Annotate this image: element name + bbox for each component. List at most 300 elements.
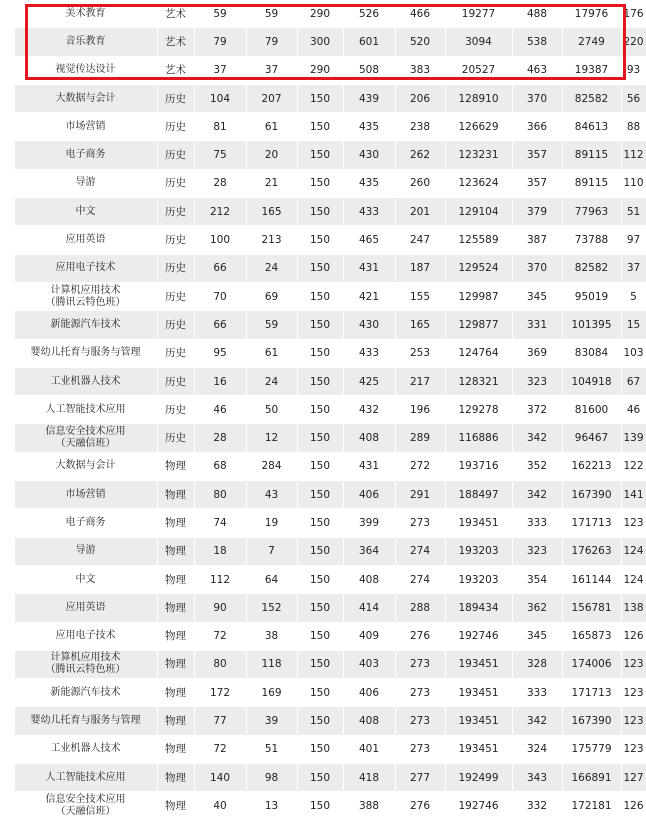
value-cell-c2: 21	[246, 169, 297, 197]
value-cell-c6: 193451	[445, 735, 512, 763]
major-name-cell	[14, 56, 157, 84]
table-row	[0, 141, 646, 169]
value-cell-c2: 43	[246, 481, 297, 509]
row-margin-cell	[0, 226, 14, 254]
row-margin-cell	[0, 254, 14, 282]
table-row	[0, 198, 646, 226]
value-cell-c8: 175779	[562, 735, 621, 763]
value-cell-c7: 357	[512, 141, 562, 169]
value-cell-c8: 176263	[562, 537, 621, 565]
value-cell-c9: 15	[621, 311, 646, 339]
major-name-cell	[14, 396, 157, 424]
major-name-cell	[14, 594, 157, 622]
value-cell-c4: 403	[343, 650, 395, 678]
value-cell-c1: 77	[194, 707, 246, 735]
value-cell-c4: 430	[343, 311, 395, 339]
value-cell-c1: 68	[194, 452, 246, 480]
value-cell-c1: 90	[194, 594, 246, 622]
table-row	[0, 565, 646, 593]
major-name-cell	[14, 622, 157, 650]
value-cell-c3: 150	[297, 113, 343, 141]
subject-cell: 物理	[157, 650, 194, 678]
value-cell-c8: 95019	[562, 282, 621, 310]
value-cell-c8: 171713	[562, 679, 621, 707]
major-name-cell	[14, 707, 157, 735]
value-cell-c3: 150	[297, 311, 343, 339]
major-name-line: 人工智能技术应用	[45, 771, 126, 783]
value-cell-c7: 345	[512, 282, 562, 310]
value-cell-c7: 488	[512, 0, 562, 28]
value-cell-c3: 150	[297, 169, 343, 197]
value-cell-c8: 89115	[562, 169, 621, 197]
value-cell-c1: 140	[194, 764, 246, 792]
value-cell-c6: 192746	[445, 622, 512, 650]
row-margin-cell	[0, 28, 14, 56]
value-cell-c3: 150	[297, 622, 343, 650]
major-name-line: 中文	[75, 205, 96, 217]
subject-cell: 历史	[157, 282, 194, 310]
value-cell-c6: 123624	[445, 169, 512, 197]
value-cell-c5: 273	[395, 509, 445, 537]
value-cell-c9: 112	[621, 141, 646, 169]
value-cell-c6: 128321	[445, 367, 512, 395]
value-cell-c6: 129987	[445, 282, 512, 310]
value-cell-c2: 20	[246, 141, 297, 169]
major-name-line: 工业机器人技术	[50, 743, 121, 755]
value-cell-c1: 104	[194, 84, 246, 112]
value-cell-c6: 126629	[445, 113, 512, 141]
value-cell-c1: 28	[194, 169, 246, 197]
value-cell-c6: 193451	[445, 679, 512, 707]
value-cell-c6: 124764	[445, 339, 512, 367]
major-name-cell	[14, 141, 157, 169]
row-margin-cell	[0, 0, 14, 28]
value-cell-c1: 46	[194, 396, 246, 424]
table-row	[0, 254, 646, 282]
value-cell-c5: 155	[395, 282, 445, 310]
row-margin-cell	[0, 679, 14, 707]
value-cell-c6: 193451	[445, 650, 512, 678]
value-cell-c2: 13	[246, 792, 297, 820]
major-name-cell	[14, 452, 157, 480]
value-cell-c8: 84613	[562, 113, 621, 141]
value-cell-c1: 18	[194, 537, 246, 565]
major-name-cell	[14, 537, 157, 565]
row-margin-cell	[0, 169, 14, 197]
table-row	[0, 396, 646, 424]
value-cell-c9: 176	[621, 0, 646, 28]
value-cell-c6: 129104	[445, 198, 512, 226]
major-name-line: 大数据与会计	[55, 92, 116, 104]
value-cell-c7: 333	[512, 509, 562, 537]
value-cell-c9: 139	[621, 424, 646, 452]
value-cell-c8: 17976	[562, 0, 621, 28]
major-name-line: 应用英语	[65, 234, 106, 246]
row-margin-cell	[0, 594, 14, 622]
value-cell-c8: 167390	[562, 481, 621, 509]
value-cell-c9: 56	[621, 84, 646, 112]
major-name-line: 工业机器人技术	[50, 375, 121, 387]
value-cell-c5: 274	[395, 537, 445, 565]
value-cell-c7: 342	[512, 707, 562, 735]
subject-cell: 物理	[157, 792, 194, 820]
major-name-line: 新能源汽车技术	[50, 318, 121, 330]
table-row	[0, 707, 646, 735]
subject-cell: 历史	[157, 424, 194, 452]
major-name-cell	[14, 481, 157, 509]
subject-cell: 历史	[157, 367, 194, 395]
value-cell-c9: 141	[621, 481, 646, 509]
value-cell-c9: 122	[621, 452, 646, 480]
value-cell-c5: 289	[395, 424, 445, 452]
table-row	[0, 764, 646, 792]
subject-cell: 物理	[157, 679, 194, 707]
value-cell-c1: 75	[194, 141, 246, 169]
value-cell-c4: 408	[343, 565, 395, 593]
table-row	[0, 650, 646, 678]
major-name-cell	[14, 367, 157, 395]
value-cell-c3: 150	[297, 735, 343, 763]
value-cell-c6: 192499	[445, 764, 512, 792]
value-cell-c2: 51	[246, 735, 297, 763]
subject-cell: 历史	[157, 254, 194, 282]
row-margin-cell	[0, 424, 14, 452]
table-row	[0, 509, 646, 537]
major-name-line: 婴幼儿托育与服务与管理	[30, 715, 141, 727]
value-cell-c6: 188497	[445, 481, 512, 509]
value-cell-c3: 150	[297, 452, 343, 480]
value-cell-c3: 150	[297, 792, 343, 820]
value-cell-c6: 125589	[445, 226, 512, 254]
row-margin-cell	[0, 396, 14, 424]
subject-cell: 历史	[157, 396, 194, 424]
value-cell-c7: 333	[512, 679, 562, 707]
major-name-line: 大数据与会计	[55, 460, 116, 472]
major-name-line: （腾讯云特色班）	[45, 664, 126, 676]
major-name-line: 电子商务	[65, 516, 106, 528]
row-margin-cell	[0, 650, 14, 678]
subject-cell: 艺术	[157, 28, 194, 56]
value-cell-c8: 104918	[562, 367, 621, 395]
row-margin-cell	[0, 311, 14, 339]
value-cell-c3: 150	[297, 594, 343, 622]
subject-cell: 物理	[157, 622, 194, 650]
major-name-cell	[14, 565, 157, 593]
major-name-cell	[14, 509, 157, 537]
value-cell-c7: 323	[512, 537, 562, 565]
value-cell-c7: 323	[512, 367, 562, 395]
major-name-cell	[14, 424, 157, 452]
value-cell-c9: 123	[621, 679, 646, 707]
subject-cell: 物理	[157, 481, 194, 509]
value-cell-c2: 24	[246, 367, 297, 395]
value-cell-c8: 101395	[562, 311, 621, 339]
value-cell-c6: 3094	[445, 28, 512, 56]
value-cell-c8: 19387	[562, 56, 621, 84]
value-cell-c9: 126	[621, 792, 646, 820]
subject-cell: 物理	[157, 452, 194, 480]
table-row	[0, 226, 646, 254]
row-margin-cell	[0, 84, 14, 112]
value-cell-c9: 138	[621, 594, 646, 622]
value-cell-c8: 82582	[562, 254, 621, 282]
value-cell-c3: 150	[297, 141, 343, 169]
value-cell-c4: 431	[343, 452, 395, 480]
value-cell-c9: 126	[621, 622, 646, 650]
value-cell-c9: 103	[621, 339, 646, 367]
table-row	[0, 594, 646, 622]
row-margin-cell	[0, 481, 14, 509]
row-margin-cell	[0, 339, 14, 367]
value-cell-c9: 88	[621, 113, 646, 141]
value-cell-c1: 172	[194, 679, 246, 707]
value-cell-c1: 40	[194, 792, 246, 820]
value-cell-c6: 129524	[445, 254, 512, 282]
value-cell-c4: 421	[343, 282, 395, 310]
value-cell-c6: 193451	[445, 509, 512, 537]
subject-cell: 历史	[157, 198, 194, 226]
value-cell-c2: 118	[246, 650, 297, 678]
value-cell-c5: 247	[395, 226, 445, 254]
value-cell-c7: 369	[512, 339, 562, 367]
value-cell-c7: 342	[512, 481, 562, 509]
value-cell-c1: 100	[194, 226, 246, 254]
major-name-cell	[14, 113, 157, 141]
row-margin-cell	[0, 282, 14, 310]
value-cell-c1: 81	[194, 113, 246, 141]
row-margin-cell	[0, 792, 14, 820]
value-cell-c1: 74	[194, 509, 246, 537]
subject-cell: 历史	[157, 226, 194, 254]
major-name-cell	[14, 282, 157, 310]
value-cell-c1: 66	[194, 311, 246, 339]
row-margin-cell	[0, 622, 14, 650]
value-cell-c7: 387	[512, 226, 562, 254]
value-cell-c3: 290	[297, 0, 343, 28]
value-cell-c5: 217	[395, 367, 445, 395]
subject-cell: 历史	[157, 84, 194, 112]
value-cell-c9: 93	[621, 56, 646, 84]
value-cell-c8: 96467	[562, 424, 621, 452]
major-name-line: 应用电子技术	[55, 630, 116, 642]
major-name-cell	[14, 0, 157, 28]
value-cell-c7: 366	[512, 113, 562, 141]
subject-cell: 物理	[157, 594, 194, 622]
value-cell-c7: 342	[512, 424, 562, 452]
value-cell-c4: 406	[343, 481, 395, 509]
value-cell-c5: 196	[395, 396, 445, 424]
value-cell-c4: 414	[343, 594, 395, 622]
value-cell-c1: 59	[194, 0, 246, 28]
major-name-cell	[14, 169, 157, 197]
value-cell-c4: 425	[343, 367, 395, 395]
value-cell-c2: 59	[246, 311, 297, 339]
major-name-line: 电子商务	[65, 149, 106, 161]
value-cell-c8: 81600	[562, 396, 621, 424]
value-cell-c7: 343	[512, 764, 562, 792]
value-cell-c2: 50	[246, 396, 297, 424]
value-cell-c4: 408	[343, 707, 395, 735]
value-cell-c2: 38	[246, 622, 297, 650]
subject-cell: 历史	[157, 113, 194, 141]
major-name-line: 市场营销	[65, 120, 106, 132]
major-name-line: 计算机应用技术	[50, 284, 121, 296]
table-row	[0, 367, 646, 395]
major-name-line: 导游	[75, 545, 96, 557]
table-row	[0, 311, 646, 339]
row-margin-cell	[0, 56, 14, 84]
value-cell-c4: 430	[343, 141, 395, 169]
major-name-line: 信息安全技术应用	[45, 793, 126, 805]
value-cell-c4: 364	[343, 537, 395, 565]
value-cell-c5: 291	[395, 481, 445, 509]
major-name-cell	[14, 650, 157, 678]
value-cell-c2: 12	[246, 424, 297, 452]
major-name-cell	[14, 28, 157, 56]
table-row	[0, 537, 646, 565]
value-cell-c4: 401	[343, 735, 395, 763]
value-cell-c2: 152	[246, 594, 297, 622]
value-cell-c9: 124	[621, 537, 646, 565]
major-name-line: 视觉传达设计	[55, 64, 116, 76]
value-cell-c7: 328	[512, 650, 562, 678]
major-name-cell	[14, 254, 157, 282]
subject-cell: 物理	[157, 565, 194, 593]
value-cell-c8: 167390	[562, 707, 621, 735]
value-cell-c2: 24	[246, 254, 297, 282]
table-row	[0, 84, 646, 112]
value-cell-c5: 238	[395, 113, 445, 141]
value-cell-c8: 166891	[562, 764, 621, 792]
value-cell-c9: 124	[621, 565, 646, 593]
subject-cell: 艺术	[157, 0, 194, 28]
value-cell-c3: 150	[297, 198, 343, 226]
value-cell-c9: 127	[621, 764, 646, 792]
subject-cell: 物理	[157, 537, 194, 565]
value-cell-c9: 123	[621, 707, 646, 735]
value-cell-c7: 331	[512, 311, 562, 339]
value-cell-c5: 201	[395, 198, 445, 226]
value-cell-c5: 273	[395, 707, 445, 735]
value-cell-c5: 260	[395, 169, 445, 197]
value-cell-c6: 116886	[445, 424, 512, 452]
value-cell-c9: 123	[621, 735, 646, 763]
subject-cell: 物理	[157, 509, 194, 537]
value-cell-c6: 123231	[445, 141, 512, 169]
major-name-line: 中文	[75, 573, 96, 585]
value-cell-c7: 357	[512, 169, 562, 197]
value-cell-c2: 39	[246, 707, 297, 735]
table-row	[0, 622, 646, 650]
value-cell-c4: 418	[343, 764, 395, 792]
value-cell-c1: 95	[194, 339, 246, 367]
value-cell-c3: 150	[297, 367, 343, 395]
major-name-cell	[14, 198, 157, 226]
value-cell-c8: 82582	[562, 84, 621, 112]
value-cell-c4: 431	[343, 254, 395, 282]
table-row	[0, 452, 646, 480]
value-cell-c7: 354	[512, 565, 562, 593]
major-name-line: 市场营销	[65, 488, 106, 500]
value-cell-c5: 273	[395, 679, 445, 707]
value-cell-c5: 288	[395, 594, 445, 622]
value-cell-c5: 277	[395, 764, 445, 792]
value-cell-c8: 89115	[562, 141, 621, 169]
row-margin-cell	[0, 764, 14, 792]
value-cell-c7: 370	[512, 84, 562, 112]
value-cell-c9: 67	[621, 367, 646, 395]
table-row	[0, 282, 646, 310]
value-cell-c6: 19277	[445, 0, 512, 28]
major-name-line: 人工智能技术应用	[45, 403, 126, 415]
value-cell-c7: 362	[512, 594, 562, 622]
value-cell-c7: 372	[512, 396, 562, 424]
value-cell-c3: 150	[297, 424, 343, 452]
value-cell-c2: 64	[246, 565, 297, 593]
value-cell-c1: 80	[194, 650, 246, 678]
value-cell-c1: 28	[194, 424, 246, 452]
value-cell-c7: 538	[512, 28, 562, 56]
value-cell-c1: 66	[194, 254, 246, 282]
major-name-line: 应用电子技术	[55, 262, 116, 274]
subject-cell: 历史	[157, 169, 194, 197]
major-name-line: 导游	[75, 177, 96, 189]
major-name-cell	[14, 226, 157, 254]
major-name-line: 新能源汽车技术	[50, 686, 121, 698]
value-cell-c2: 165	[246, 198, 297, 226]
value-cell-c5: 206	[395, 84, 445, 112]
value-cell-c4: 601	[343, 28, 395, 56]
value-cell-c4: 439	[343, 84, 395, 112]
row-margin-cell	[0, 113, 14, 141]
table-row	[0, 424, 646, 452]
value-cell-c9: 123	[621, 650, 646, 678]
table-row	[0, 56, 646, 84]
row-margin-cell	[0, 452, 14, 480]
value-cell-c8: 174006	[562, 650, 621, 678]
value-cell-c5: 262	[395, 141, 445, 169]
value-cell-c3: 300	[297, 28, 343, 56]
value-cell-c7: 379	[512, 198, 562, 226]
value-cell-c4: 388	[343, 792, 395, 820]
subject-cell: 历史	[157, 141, 194, 169]
value-cell-c5: 253	[395, 339, 445, 367]
value-cell-c5: 273	[395, 735, 445, 763]
subject-cell: 物理	[157, 735, 194, 763]
value-cell-c6: 20527	[445, 56, 512, 84]
value-cell-c4: 399	[343, 509, 395, 537]
value-cell-c6: 193203	[445, 537, 512, 565]
major-name-cell	[14, 84, 157, 112]
major-name-cell	[14, 764, 157, 792]
value-cell-c8: 83084	[562, 339, 621, 367]
value-cell-c3: 150	[297, 764, 343, 792]
value-cell-c6: 128910	[445, 84, 512, 112]
major-name-line: （腾讯云特色班）	[45, 296, 126, 308]
value-cell-c2: 19	[246, 509, 297, 537]
table-row	[0, 792, 646, 820]
value-cell-c6: 129278	[445, 396, 512, 424]
major-name-line: 婴幼儿托育与服务与管理	[30, 347, 141, 359]
value-cell-c6: 189434	[445, 594, 512, 622]
value-cell-c4: 508	[343, 56, 395, 84]
major-name-line: 信息安全技术应用	[45, 426, 126, 438]
value-cell-c4: 406	[343, 679, 395, 707]
value-cell-c5: 272	[395, 452, 445, 480]
value-cell-c2: 169	[246, 679, 297, 707]
value-cell-c1: 80	[194, 481, 246, 509]
value-cell-c3: 150	[297, 537, 343, 565]
